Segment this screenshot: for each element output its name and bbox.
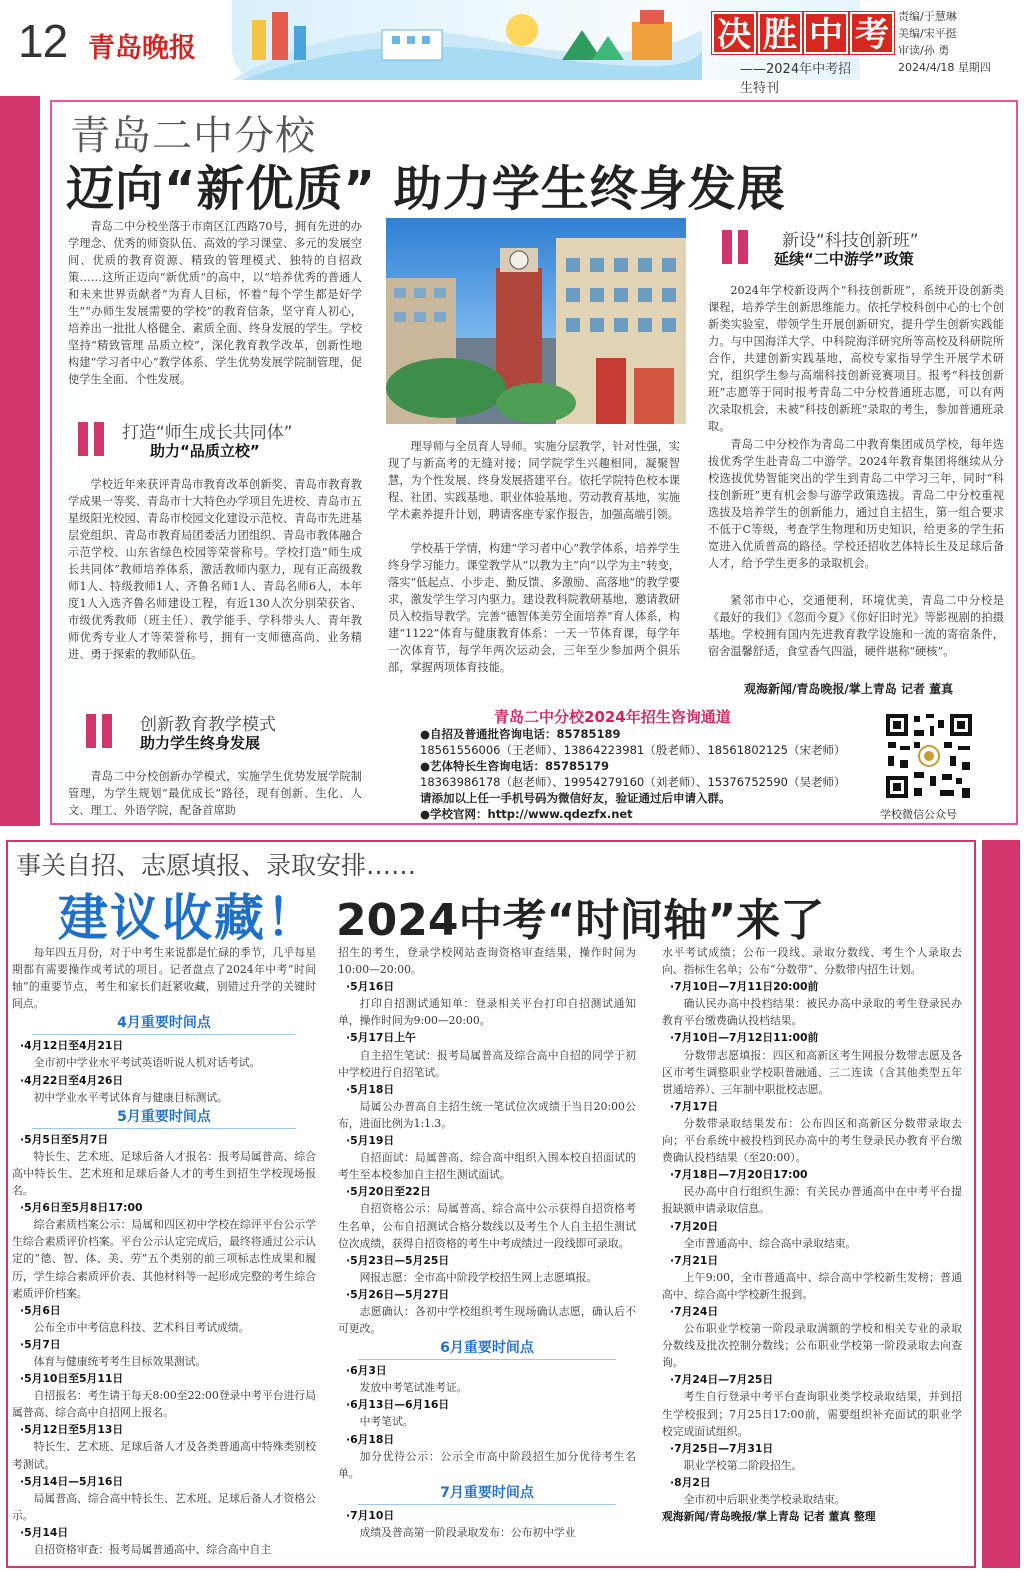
special-issue-banner — [232, 0, 889, 96]
title-char: 胜 — [758, 12, 802, 54]
timeline-date: ·7月10日—7月12日11:00前 — [670, 1031, 819, 1045]
article1-subhead-1 — [78, 420, 358, 464]
editor-credits — [898, 8, 991, 76]
timeline-text: 分数带志愿填报：四区和高新区考生网报分数带志愿及各区市考生调整职业学校职普融通、三二连读（含其他类型五年贯通培养）、三年制中职批校志愿。 — [662, 1048, 962, 1096]
article1-subhead-3 — [722, 228, 1002, 272]
contact-phones: 18363986178（赵老师）、19954279160（刘老师）、15376752590（吴老师） — [420, 775, 846, 789]
timeline-text: 每年四五月份，对于中考生来说都是忙碌的季节，几乎每星期都有需要操作或考试的项目。记者盘点了2024年中考“时间轴”的重要节点，考生和家长们赶紧收藏，别错过升学的关键时间点。 — [12, 946, 316, 1011]
timeline-text: 综合素质档案公示：局属和四区初中学校在综评平台公示学生综合素质评价档案。平台公示认定完成后，最终将通过公示认定的“德、智、体、美、劳”五个类别的前三项标志性成果和履历，学生综合素质评价表、其他材料等一起形成完整的考生综合素质评价档案。 — [12, 1218, 316, 1300]
timeline-text: 公布全市中考信息科技、艺术科目考试成绩。 — [33, 1320, 250, 1334]
wechat-qr-code[interactable] — [884, 712, 974, 800]
campus-illustration — [386, 218, 686, 424]
timeline-date: ·6月18日 — [346, 1432, 395, 1446]
editor-line: 审读/孙 勇 — [898, 44, 950, 57]
timeline-date: ·6月3日 — [346, 1364, 387, 1378]
timeline-month-heading: 6月重要时间点 — [358, 1337, 616, 1360]
timeline-date: ·5月19日 — [346, 1134, 395, 1148]
article1-byline: 观海新闻/青岛晚报/掌上青岛 记者 董真 — [744, 682, 954, 696]
timeline-date: ·7月24日—7月25日 — [670, 1373, 774, 1387]
article1-middle-text-1: 理导师与全员育人导师。实施分层教学，针对性强，实现了与新高考的无缝对接；同学院学生兴趣相同，凝聚智慧，为个性发展、终身发展搭建平台。依托学院特色校本课程、社团、实践基地、职业体验基地、劳动教育基地，实施学术素养提升计划，聘请客座专家作报告，加强高端引领。 — [388, 440, 680, 521]
article1-right-text-2: 青岛二中分校作为青岛二中教育集团成员学校，每年选拔优秀学生赴青岛二中游学。2024年教育集团将继续从分校选拔优势智能突出的学生到青岛二中学习三年，同时“科技创新班”更有机会参与游学政策选拔。青岛二中分校重视选拔及培养学生的创新能力，通过自主招生，第一组合要求不低于C等级，考查学生物理和历史知识，给更多的学生拓宽进入优质普高的路径。学校还招收艺体特长生及足球后备人才，给予学生更多的录取机会。 — [708, 438, 1004, 570]
timeline-date: ·4月22日至4月26日 — [20, 1073, 124, 1087]
contact-note: 请添加以上任一手机号码为微信好友，验证通过后申请入群。 — [420, 791, 731, 805]
timeline-date: ·7月24日 — [670, 1304, 719, 1318]
article2-headline: 2024中考“时间轴”来了 — [336, 895, 825, 946]
article1-headline: 迈向“新优质” 助力学生终身发展 — [66, 161, 786, 217]
timeline-month-heading: 5月重要时间点 — [32, 1106, 296, 1129]
article1-subhead-2 — [86, 712, 366, 756]
timeline-text: 网报志愿：全市高中阶段学校招生网上志愿填报。 — [359, 1270, 598, 1284]
timeline-text: 特长生、艺术班、足球后备人才报名：报考局属普高、综合高中特长生、艺术班和足球后备人才的考生到招生学校现场报名。 — [12, 1149, 316, 1198]
timeline-text: 自主招生笔试：报考局属普高及综合高中自招的同学于初中学校进行自招笔试。 — [338, 1048, 636, 1079]
timeline-date: ·7月21日 — [670, 1253, 719, 1267]
article1-middle-text-2: 学校基于学情，构建“学习者中心”教学体系，培养学生终身学习能力。课堂教学从“以教为主”向“以学为主”转变，落实“低起点、小步走、勤反馈、多激励、高落地”的教学要求，激发学生学习内驱力。建设教科院教研基地，邀请教研员入校指导教学。完善“德智体美劳全面培养”育人体系，构建“1122”体育与健康教育体系：一天一节体育课，每学年一次体育节，每学年两次运动会，三年至少参加两个俱乐部，掌握两项体育技能。 — [388, 542, 680, 674]
timeline-text: 志愿确认：各初中学校组织考生现场确认志愿，确认后不可更改。 — [338, 1304, 636, 1336]
timeline-date: ·5月7日 — [20, 1337, 61, 1351]
article2-byline: 观海新闻/青岛晚报/掌上青岛 记者 董真 整理 — [662, 1510, 876, 1524]
timeline-date: ·5月6日 — [20, 1303, 61, 1317]
timeline-month-heading: 4月重要时间点 — [32, 1012, 296, 1035]
title-char: 中 — [804, 12, 848, 54]
issue-date: 2024/4/18 星期四 — [898, 61, 991, 74]
timeline-text: 招生的考生，登录学校网站查询资格审查结果，操作时间为10:00—20:00。 — [338, 946, 636, 977]
timeline-date: ·7月20日 — [670, 1219, 719, 1233]
timeline-date: ·7月25日—7月31日 — [670, 1441, 774, 1455]
timeline-text: 局属公办普高自主招生统一笔试位次成绩于当日20:00公布，进面比例为1:1.3。 — [338, 1099, 636, 1130]
timeline-date: ·5月10日至5月11日 — [20, 1372, 124, 1386]
timeline-text: 民办高中自行组织生源：有关民办普通高中在中考平台提报缺额申请录取信息。 — [662, 1185, 962, 1216]
subhead-line: 打造“师生成长共同体” — [122, 423, 293, 443]
contact-line: ●自招及普通批咨询电话：85785189 — [420, 727, 621, 741]
timeline-date: ·7月18日—7月20日17:00 — [670, 1168, 808, 1182]
article1-section-2-text: 青岛二中分校创新办学模式，实施学生优势发展学院制管理，为学生规划“最优成长”路径，现有创新、生化、人文、理工、外语学院，配备首席助 — [68, 770, 362, 817]
article1-intro: 青岛二中分校坐落于市南区江西路70号，拥有先进的办学理念、优秀的师资队伍、高效的学习课堂、多元的发展空间、优质的教育资源、精致的管理模式、独特的自招政策……这所正迈向“新优质”的高中，以“培养优秀的普通人和未来世界贡献者”为育人目标，怀着“每个学生都是好学生”“办师生发展需要的学校”的教育信条，坚守育人初心，培养出一批批人格健全、素质全面、终身发展的学生。学校坚持“精致管理 品质立校”，深化教育教学改革，创新性地构建“学习者中心”教学体系、学生优势发展学院制管理，促使学生全面、个性发展。 — [68, 220, 362, 386]
timeline-text: 体育与健康统考考生目标效果测试。 — [33, 1354, 207, 1368]
timeline-date: ·7月10日—7月11日20:00前 — [670, 980, 819, 994]
campus-photo — [386, 218, 686, 424]
article2-headline-highlight: 建议收藏！ — [58, 889, 318, 947]
timeline-date: ·5月12日至5月13日 — [20, 1423, 124, 1437]
qr-code-label: 学校微信公众号 — [880, 808, 957, 821]
timeline-text: 公布职业学校第一阶段录取满额的学校和相关专业的录取分数线及批次控制分数线；公布职业学校第一阶段录取去向查询。 — [662, 1322, 962, 1370]
contact-phones: 18561556006（王老师）、13864223981（殷老师）、18561802125（宋老师） — [420, 743, 846, 757]
newspaper-logo: 青岛晚报 — [88, 33, 196, 64]
timeline-date: ·5月18日 — [346, 1082, 395, 1096]
timeline-date: ·5月20日至22日 — [346, 1185, 431, 1199]
timeline-text: 分数带录取结果发布：公布四区和高新区分数带录取去向；平台系统中被投档到民办高中的考生登录民办教育平台缴费确认投档结果（至20:00）。 — [662, 1116, 962, 1165]
article2-kicker: 事关自招、志愿填报、录取安排…… — [16, 851, 417, 880]
page-number: 12 — [18, 15, 68, 67]
subhead-line: 助力“品质立校” — [150, 442, 260, 460]
timeline-text: 打印自招测试通知单：登录相关平台打印自招测试通知单，操作时间为9:00—20:00。 — [338, 997, 636, 1028]
school-website[interactable]: ●学校官网：http://www.qdezfx.net — [420, 807, 633, 821]
article1-right-text-1: 2024年学校新设两个“科技创新班”，系统开设创新类课程，培养学生创新思维能力。依托学校科创中心的七个创新类实验室，带领学生开展创新研究，提升学生创新实践能力。与中国海洋大学、中科院海洋研究所等高校及科研院所合作，共建创新实践基地，高校专家指导学生开展学术研究，组织学生参与高端科技创新竞赛项目。报考“科技创新班”志愿等于同时报考青岛二中分校普通班志愿，可以有两次录取机会，未被“科技创新班”录取的考生，参加普通班录取。 — [708, 284, 1004, 433]
article1-right-text-3: 紧邻市中心，交通便利，环境优美，青岛二中分校是《最好的我们》《忽而今夏》《你好旧时光》等影视剧的拍摄基地。学校拥有国内先进教育教学设施和一流的寄宿条件，宿舍温馨舒适，食堂香气四溢，硬件堪称“硬核”。 — [708, 594, 1004, 658]
editor-line: 责编/于慧琳 — [898, 10, 957, 23]
timeline-date: ·8月2日 — [670, 1475, 711, 1489]
timeline-text: 加分优待公示：公示全市高中阶段招生加分优待考生名单。 — [338, 1449, 636, 1480]
timeline-date: ·7月17日 — [670, 1099, 719, 1113]
timeline-text: 水平考试成绩；公布一段线、录取分数线、考生个人录取去向、指标生名单；公布“分数带”、分数带内招生计划。 — [662, 946, 962, 977]
timeline-text: 特长生、艺术班、足球后备人才及各类普通高中特殊类别校考测试。 — [12, 1440, 316, 1471]
timeline-text: 成绩及普高第一阶段录取发布：公布初中学业 — [359, 1525, 576, 1539]
subhead-line: 创新教育教学模式 — [140, 715, 276, 735]
timeline-text: 上午9:00，全市普通高中、综合高中学校新生发榜；普通高中、综合高中学校新生报到。 — [662, 1270, 962, 1301]
timeline-text: 确认民办高中投档结果：被民办高中录取的考生登录民办教育平台缴费确认投档结果。 — [662, 997, 962, 1028]
subhead-line: 延续“二中游学”政策 — [774, 250, 914, 268]
article1-side-bar — [0, 96, 40, 826]
timeline-text: 自招资格公示：局属普高、综合高中公示获得自招资格考生名单，公布自招测试合格分数线以及考生个人自主招生测试位次成绩，获得自招资格的考生中考成绩过一段线即可录取。 — [338, 1202, 636, 1250]
timeline-date: ·4月12日至4月21日 — [20, 1039, 124, 1053]
timeline-date: ·5月6日至5月8日17:00 — [20, 1201, 143, 1215]
timeline-text: 自招报名：考生请于每天8:00至22:00登录中考平台进行局属普高、综合高中自招网上报名。 — [12, 1389, 316, 1420]
timeline-date: ·5月14日 — [20, 1525, 69, 1539]
timeline-text: 局属普高、综合高中特长生、艺术班、足球后备人才资格公示。 — [12, 1491, 316, 1522]
timeline-text: 考生自行登录中考平台查询职业类学校录取结果，并到招生学校报到；7月25日17:00前，需要组织补充面试的职业学校完成面试组织。 — [662, 1390, 962, 1438]
contact-line: ●艺体特长生咨询电话：85785179 — [420, 759, 610, 773]
timeline-text: 发放中考笔试准考证。 — [359, 1381, 468, 1395]
timeline-date: ·5月16日 — [346, 980, 395, 994]
masthead — [0, 0, 1024, 96]
title-char: 决 — [712, 12, 756, 54]
timeline-text: 全市初中学业水平考试英语听说人机对话考试。 — [33, 1056, 261, 1070]
timeline-date: ·5月14日—5月16日 — [20, 1474, 124, 1488]
timeline-column-1 — [12, 944, 316, 1558]
timeline-date: ·7月10日 — [346, 1508, 395, 1522]
timeline-date: ·5月5日至5月7日 — [20, 1132, 109, 1146]
special-issue-title — [712, 12, 894, 54]
editor-line: 美编/宋平挺 — [898, 27, 957, 40]
subhead-line: 助力学生终身发展 — [140, 734, 261, 752]
timeline-column-3 — [662, 944, 962, 1525]
timeline-text: 全市初中后职业类学校录取结束。 — [683, 1493, 846, 1506]
timeline-date: ·5月26日—5月27日 — [346, 1287, 450, 1301]
qr-code-icon — [884, 712, 974, 800]
timeline-text: 职业学校第二阶段招生。 — [683, 1458, 803, 1472]
timeline-month-heading: 7月重要时间点 — [358, 1482, 616, 1505]
contact-box-title: 青岛二中分校2024年招生咨询通道 — [494, 708, 731, 726]
timeline-text: 自招资格审查：报考局属普通高中、综合高中自主 — [33, 1543, 272, 1556]
subhead-line: 新设“科技创新班” — [782, 231, 919, 251]
timeline-date: ·5月17日上午 — [346, 1031, 416, 1045]
timeline-date: ·6月13日—6月16日 — [346, 1398, 450, 1412]
timeline-text: 自招面试：局属普高、综合高中组织入围本校自招面试的考生至本校参加自主招生测试面试。 — [338, 1151, 636, 1182]
timeline-text: 初中学业水平考试体育与健康目标测试。 — [33, 1090, 228, 1104]
article2-side-bar — [982, 840, 1020, 1568]
timeline-text: 全市普通高中、综合高中录取结束。 — [683, 1236, 857, 1250]
timeline-column-2 — [338, 944, 636, 1541]
article1-section-1-text: 学校近年来获评青岛市教育改革创新奖、青岛市教育教学成果一等奖、青岛市十大特色办学项目先进校、青岛市五星级阳光校园、青岛市校园文化建设示范校、青岛市先进基层党组织、青岛市教育局团委活力团组织、青岛市教体融合示范学校、山东省绿色校园等荣誉称号。学校打造“师生成长共同体”教师培养体系，激活教师内驱力，现有正高级教师1人、特级教师1人、齐鲁名师1人、青岛名师6人，本年度1人入选齐鲁名师建设工程，有近130人次分别荣获省、市级优秀教师（班主任）、教学能手、学科带头人、青年教师优秀专业人才等荣誉称号，拥有一支师德高尚、业务精进、勇于探索的教师队伍。 — [68, 478, 362, 661]
special-issue-subtitle: ——2024年中考招生特刊 — [740, 62, 852, 96]
title-char: 考 — [850, 12, 894, 54]
timeline-date: ·5月23日—5月25日 — [346, 1253, 450, 1267]
timeline-text: 中考笔试。 — [359, 1415, 414, 1429]
article1-kicker: 青岛二中分校 — [70, 113, 316, 159]
